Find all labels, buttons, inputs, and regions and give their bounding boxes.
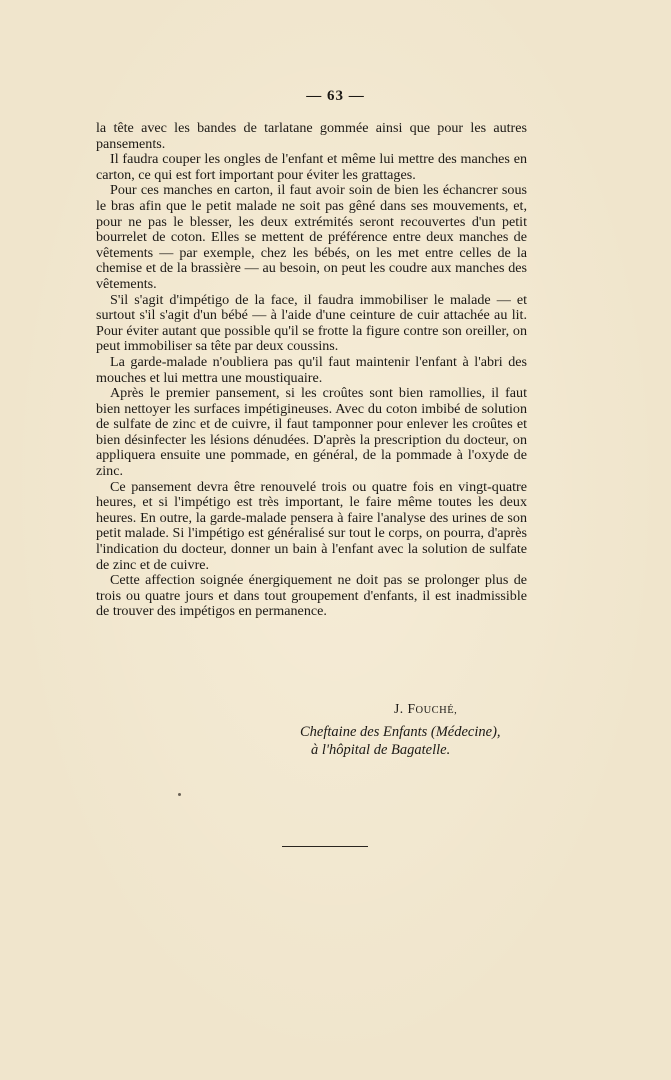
page-number: — 63 — [306,88,365,104]
ink-speck [178,793,181,796]
author-surname: OUCHÉ, [415,705,458,716]
paragraph: La garde-malade n'oubliera pas qu'il faut maintenir l'enfant à l'abri des mouches et lui mettra une moustiquaire. [96,353,527,386]
section-end-rule [282,846,368,847]
paragraph: S'il s'agit d'impétigo de la face, il faudra immobiliser le malade — et surtout s'il s'agit d'un bébé — à l'aide d'une ceinture de cuir attachée au lit. Pour éviter autant que possible qu'il se frotte la figure contre son oreiller, on peut immobiliser sa tête par deux coussins. [96,291,527,355]
author-place: à l'hôpital de Bagatelle. [311,742,451,758]
body-text [96,121,527,620]
author-role: Cheftaine des Enfants (Médecine), [300,724,501,740]
paragraph: Cette affection soignée énergiquement ne doit pas se prolonger plus de trois ou quatre jours et dans tout groupement d'enfants, il est inadmissible de trouver des impétigos en permanence. [96,572,527,620]
signature-block [280,700,550,759]
paragraph: Après le premier pansement, si les croûtes sont bien ramollies, il faut bien nettoyer les surfaces impétigineuses. Avec du coton imbibé de solution de sulfate de zinc et de cuivre, il faut tamponner pour enlever les croûtes et bien désinfecter les lésions dénudées. D'après la prescription du docteur, on appliquera ensuite une pommade, en général, de la pommade à l'oxyde de zinc. [96,385,527,480]
paragraph: Ce pansement devra être renouvelé trois ou quatre fois en vingt-quatre heures, et si l'impétigo est très important, le faire même toutes les deux heures. En outre, la garde-malade pensera à faire l'analyse des urines de son petit malade. Si l'impétigo est généralisé sur tout le corps, on pourra, d'après l'indication du docteur, donner un bain à l'enfant avec la solution de sulfate de zinc et de cuivre. [96,478,527,573]
author-name [280,700,550,720]
paragraph: Pour ces manches en carton, il faut avoir soin de bien les échancrer sous le bras afin que le petit malade ne soit pas gêné dans ses mouvements, et, pour ne pas le blesser, les deux extrémités seront recouvertes d'un petit bourrelet de coton. Elles se mettent de préférence entre deux manches de vêtements — par exemple, chez les bébés, on les met entre celles de la chemise et de la brassière — au besoin, on peut les coudre aux manches des vêtements. [96,182,527,292]
author-initial: J. F [394,701,416,716]
paragraph: Il faudra couper les ongles de l'enfant et même lui mettre des manches en carton, ce qui est fort important pour éviter les grattages. [96,151,527,183]
paragraph: la tête avec les bandes de tarlatane gommée ainsi que pour les autres pansements. [96,120,527,152]
